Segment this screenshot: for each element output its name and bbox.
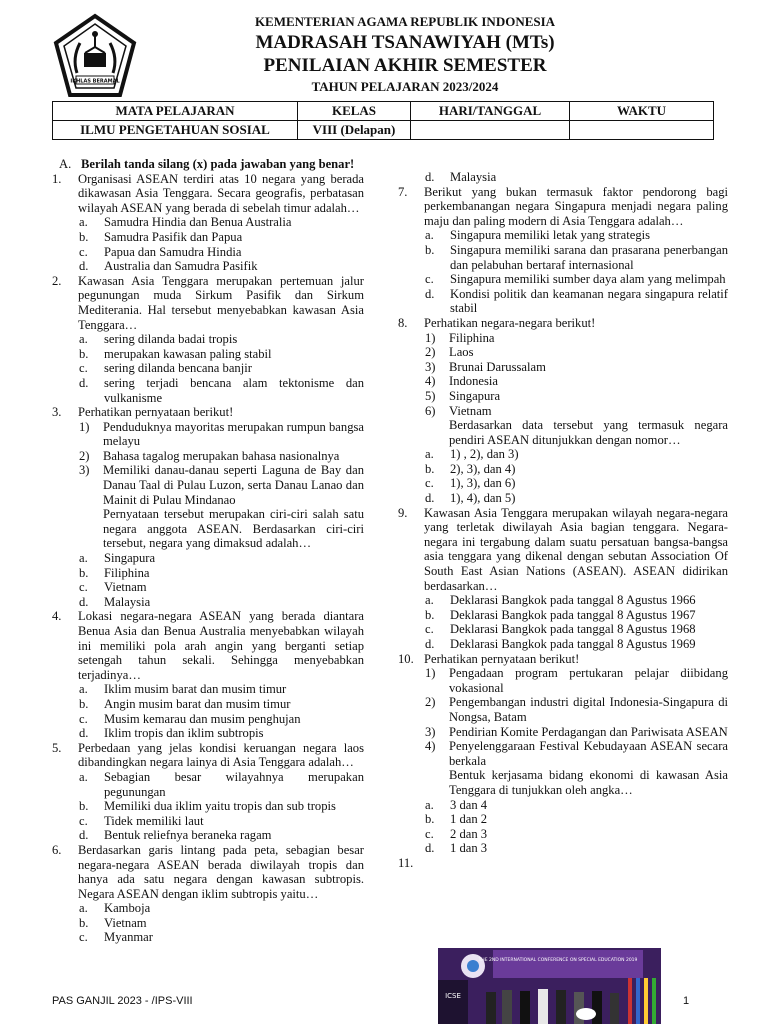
option-text: Myanmar [104, 930, 153, 945]
question-number: 10. [398, 651, 414, 666]
question-stem [398, 316, 728, 331]
answer-option[interactable] [425, 841, 728, 856]
option-letter: b. [79, 346, 89, 361]
question-stem [52, 405, 364, 420]
option-text: Samudra Pasifik dan Papua [104, 229, 243, 244]
answer-option[interactable] [79, 551, 364, 566]
statement-item [79, 463, 364, 507]
statement-item [425, 739, 728, 768]
question-1 [52, 172, 364, 274]
answer-option[interactable] [79, 828, 364, 843]
option-text: Vietnam [104, 915, 147, 930]
option-text: Angin musim barat dan musim timur [104, 696, 291, 711]
option-letter: d. [425, 841, 435, 856]
statement-text: Laos [449, 345, 474, 360]
option-text: Memiliki dua iklim yaitu tropis dan sub tropis [104, 799, 336, 814]
option-text: Musim kemarau dan musim penghujan [104, 711, 301, 726]
statement-number: 1) [425, 666, 436, 681]
option-text: Deklarasi Bangkok pada tanggal 8 Agustus 1968 [450, 622, 696, 637]
statement-number: 5) [425, 388, 436, 403]
kemenag-logo [52, 13, 138, 99]
option-letter: c. [79, 361, 88, 376]
answer-option[interactable] [425, 622, 728, 637]
statement-item [79, 420, 364, 449]
time-value [570, 121, 714, 140]
left-column [52, 157, 364, 945]
question-text: Berdasarkan garis lintang pada peta, sebagian besar negara-negara ASEAN berada diwilayah tropis dan hanya ada satu negara dengan kawasan subtropis. Negara ASEAN dengan iklim subtropis yaitu… [78, 842, 364, 901]
question-11 [398, 856, 728, 871]
option-text: Malaysia [450, 170, 497, 184]
info-value-row [53, 121, 714, 140]
option-letter: d. [425, 170, 435, 184]
question-text: Perhatikan negara-negara berikut! [424, 315, 596, 330]
question-number: 11. [398, 855, 414, 870]
question-stem [52, 741, 364, 770]
statement-text: Singapura [449, 388, 501, 403]
option-letter: b. [425, 812, 435, 827]
statement-item [425, 666, 728, 695]
exam-info-table [52, 101, 714, 140]
option-text: 1 dan 2 [450, 812, 488, 827]
answer-option[interactable] [79, 566, 364, 581]
statement-number: 2) [425, 345, 436, 360]
subject-header: MATA PELAJARAN [53, 102, 298, 121]
academic-year: TAHUN PELAJARAN 2023/2024 [311, 79, 499, 94]
statement-item [425, 389, 728, 404]
question-text: Kawasan Asia Tenggara merupakan wilayah negara-negara yang terletak diwilayah Asia bagian tenggara. Negara-negara ini tergabung dalam suatu persatuan bangsa-bangsa asia tenggara yang dikenal dengan sebutan Association Of South East Asian Nations (ASEAN). ASEAN didirikan berdasarkan… [424, 505, 728, 593]
question-3 [52, 405, 364, 609]
answer-option[interactable] [79, 332, 364, 347]
option-letter: b. [79, 799, 89, 814]
option-text: Deklarasi Bangkok pada tanggal 8 Agustus 1969 [450, 637, 696, 651]
option-text: sering terjadi bencana alam tektonisme dan vulkanisme [104, 375, 364, 405]
subject-value: ILMU PENGETAHUAN SOSIAL [53, 121, 298, 140]
question-stem [52, 843, 364, 901]
question-followup: Bentuk kerjasama bidang ekonomi di kawasan Asia Tenggara di tunjukkan oleh angka… [449, 768, 728, 797]
question-text: Perbedaan yang jelas kondisi keruangan negara laos dibandingkan negara lainya di Asia Tenggara adalah… [78, 740, 364, 770]
question-6-option-d[interactable] [425, 170, 728, 185]
question-stem [398, 185, 728, 229]
question-number: 9. [398, 505, 408, 520]
option-text: 3 dan 4 [450, 797, 488, 812]
option-letter: a. [79, 769, 88, 784]
statement-text: Penduduknya mayoritas merupakan rumpun bangsa melayu [103, 419, 364, 449]
answer-option[interactable] [79, 697, 364, 712]
option-text: Singapura [104, 551, 156, 566]
statement-item [425, 360, 728, 375]
option-letter: d. [425, 637, 435, 651]
school-title: MADRASAH TSANAWIYAH (MTs) [255, 32, 555, 53]
option-text: sering dilanda bencana banjir [104, 361, 252, 376]
footer-code: PAS GANJIL 2023 - /IPS-VIII [52, 995, 193, 1007]
option-letter: a. [79, 332, 88, 347]
option-text: 2), 3), dan 4) [450, 461, 516, 476]
question-number: 3. [52, 405, 62, 420]
option-text: Singapura memiliki letak yang strategis [450, 228, 651, 243]
option-text: Bentuk reliefnya beraneka ragam [104, 828, 272, 843]
option-letter: a. [79, 215, 88, 230]
option-letter: a. [425, 228, 434, 243]
statement-item [425, 725, 728, 740]
question-number: 4. [52, 609, 62, 624]
ministry-title: KEMENTERIAN AGAMA REPUBLIK INDONESIA [254, 14, 556, 29]
statement-text: Penyelenggaraan Festival Kebudayaan ASEAN secara berkala [449, 739, 728, 768]
answer-option[interactable] [425, 491, 728, 506]
question-number: 7. [398, 184, 408, 199]
answer-option[interactable] [79, 361, 364, 376]
answer-option[interactable] [79, 347, 364, 362]
option-text: 2 dan 3 [450, 826, 488, 841]
option-text: Papua dan Samudra Hindia [104, 244, 242, 259]
option-text: Kamboja [104, 901, 151, 916]
option-letter: b. [425, 242, 435, 257]
option-letter: c. [425, 826, 434, 841]
right-column [398, 170, 728, 871]
class-value: VIII (Delapan) [298, 121, 411, 140]
answer-option[interactable] [79, 799, 364, 814]
question-number: 6. [52, 842, 62, 857]
question-text: Perhatikan pernyataan berikut! [78, 405, 234, 420]
answer-option[interactable] [425, 447, 728, 462]
statement-item [425, 374, 728, 389]
option-text: Samudra Hindia dan Benua Australia [104, 215, 292, 230]
answer-option[interactable] [425, 272, 728, 287]
answer-option[interactable] [79, 245, 364, 260]
option-text: Australia dan Samudra Pasifik [104, 259, 258, 274]
option-letter: b. [79, 915, 89, 930]
statement-item [425, 404, 728, 419]
option-letter: a. [425, 593, 434, 608]
option-text: merupakan kawasan paling stabil [104, 346, 272, 361]
option-letter: d. [425, 286, 435, 301]
option-text: 1 dan 3 [450, 841, 488, 856]
statement-text: Indonesia [449, 374, 498, 389]
question-6 [52, 843, 364, 945]
info-header-row [53, 102, 714, 121]
question-5 [52, 741, 364, 843]
statement-item [425, 345, 728, 360]
option-text: Singapura memiliki sumber daya alam yang melimpah [450, 272, 726, 287]
answer-option[interactable] [425, 637, 728, 652]
answer-option[interactable] [79, 259, 364, 274]
question-9 [398, 506, 728, 652]
option-text: Iklim musim barat dan musim timur [104, 682, 287, 697]
question-stem [398, 506, 728, 594]
answer-option[interactable] [79, 682, 364, 697]
option-letter: c. [425, 622, 434, 637]
question-stem [52, 172, 364, 216]
option-letter: a. [425, 797, 434, 812]
question-10 [398, 652, 728, 856]
exam-title: PENILAIAN AKHIR SEMESTER [263, 55, 547, 76]
statement-text: Bahasa tagalog merupakan bahasa nasionalnya [103, 448, 340, 463]
question-2 [52, 274, 364, 405]
option-letter: a. [79, 682, 88, 697]
option-letter: c. [79, 711, 88, 726]
question-number: 8. [398, 315, 408, 330]
answer-option[interactable] [79, 916, 364, 931]
question-text: Perhatikan pernyataan berikut! [424, 651, 580, 666]
statement-number: 4) [425, 739, 436, 754]
option-text: Vietnam [104, 580, 147, 595]
statement-text: Pengembangan industri digital Indonesia-Singapura di Nongsa, Batam [449, 695, 728, 724]
statement-text: Pengadaan program pertukaran pelajar diibidang vokasional [449, 666, 728, 695]
statement-number: 3) [425, 724, 436, 739]
question-text: Kawasan Asia Tenggara merupakan pertemuan jalur pegunungan muda Sirkum Pasifik dan Sirkum Mediterania. Hal tersebut menyebabkan kawasan Asia Tenggara… [78, 273, 364, 332]
statement-text: Memiliki danau-danau seperti Laguna de Bay dan Danau Taal di Pulau Luzon, serta Danau Lanao dan Mainit di Pulau Mindanao [103, 463, 364, 507]
statement-item [425, 331, 728, 346]
date-header: HARI/TANGGAL [411, 102, 570, 121]
option-text: Tidek memiliki laut [104, 813, 204, 828]
statement-number: 3) [79, 463, 90, 478]
option-letter: d. [79, 375, 89, 390]
date-value [411, 121, 570, 140]
answer-option[interactable] [79, 712, 364, 727]
answer-option[interactable] [425, 608, 728, 623]
option-letter: d. [425, 491, 435, 506]
answer-option[interactable] [425, 287, 728, 316]
statement-number: 2) [425, 695, 436, 710]
statement-text: Filiphina [449, 330, 495, 345]
option-text: Singapura memiliki sarana dan prasarana penerbangan dan pelabuhan bertaraf internasional [450, 242, 728, 272]
answer-option[interactable] [79, 230, 364, 245]
question-8 [398, 316, 728, 506]
option-letter: b. [425, 607, 435, 622]
answer-option[interactable] [79, 215, 364, 230]
question-number: 2. [52, 273, 62, 288]
statement-number: 3) [425, 359, 436, 374]
option-letter: b. [79, 696, 89, 711]
answer-option[interactable] [79, 814, 364, 829]
answer-option[interactable] [79, 580, 364, 595]
option-text: 1), 4), dan 5) [450, 491, 516, 506]
answer-option[interactable] [425, 798, 728, 813]
logo-motto: IKHLAS BERAMAL [70, 78, 120, 85]
option-letter: b. [425, 461, 435, 476]
option-letter: c. [79, 244, 88, 259]
answer-option[interactable] [425, 812, 728, 827]
question-number: 1. [52, 171, 62, 186]
option-letter: b. [79, 565, 89, 580]
section-letter: A. [59, 157, 72, 171]
instruction [59, 157, 364, 172]
page-number: 1 [683, 995, 690, 1007]
statement-number: 1) [425, 330, 436, 345]
option-text: 1) , 2), dan 3) [450, 447, 519, 462]
option-letter: b. [79, 229, 89, 244]
option-letter: d. [79, 726, 89, 741]
option-text: Deklarasi Bangkok pada tanggal 8 Agustus 1967 [450, 607, 696, 622]
answer-option[interactable] [425, 827, 728, 842]
time-header: WAKTU [570, 102, 714, 121]
question-followup: Pernyataan tersebut merupakan ciri-ciri salah satu negara anggota ASEAN. Berdasarkan ciri-ciri tersebut, negara yang dimaksud adalah… [103, 507, 364, 551]
answer-option[interactable] [425, 243, 728, 272]
option-letter: a. [79, 901, 88, 916]
option-letter: c. [425, 272, 434, 287]
photo-stage-text: ICSE [445, 992, 461, 1000]
option-text: 1), 3), dan 6) [450, 476, 516, 491]
answer-option[interactable] [425, 593, 728, 608]
option-text: Iklim tropis dan iklim subtropis [104, 726, 264, 741]
question-stem [52, 274, 364, 332]
question-4 [52, 609, 364, 740]
question-stem [52, 609, 364, 682]
question-stem [398, 652, 728, 667]
option-text: sering dilanda badai tropis [104, 332, 238, 347]
option-letter: a. [79, 551, 88, 566]
option-letter: c. [425, 476, 434, 491]
answer-option[interactable] [425, 476, 728, 491]
question-number: 5. [52, 740, 62, 755]
answer-option[interactable] [79, 930, 364, 945]
option-letter: c. [79, 580, 88, 595]
answer-option[interactable] [425, 228, 728, 243]
answer-option[interactable] [79, 726, 364, 741]
answer-option[interactable] [79, 595, 364, 610]
option-text: Kondisi politik dan keamanan negara singapura relatif stabil [450, 286, 728, 316]
statement-text: Brunai Darussalam [449, 359, 546, 374]
statement-number: 6) [425, 403, 436, 418]
photo-banner-text: THE 2ND INTERNATIONAL CONFERENCE ON SPECIAL EDUCATION 2019 [478, 958, 638, 963]
option-letter: c. [79, 930, 88, 945]
answer-option[interactable] [79, 376, 364, 405]
conference-photo [438, 948, 661, 1024]
option-letter: a. [425, 447, 434, 462]
instruction-text: Berilah tanda silang (x) pada jawaban yang benar! [81, 157, 355, 171]
statement-text: Pendirian Komite Perdagangan dan Pariwisata ASEAN [449, 724, 728, 739]
option-letter: d. [79, 828, 89, 843]
option-letter: d. [79, 259, 89, 274]
question-text: Organisasi ASEAN terdiri atas 10 negara yang berada dikawasan Asia Tenggara. Secara geografis, perbatasan wilayah ASEAN yang berada di sebelah timur adalah… [78, 171, 364, 215]
question-7 [398, 185, 728, 316]
option-letter: c. [79, 813, 88, 828]
question-text: Lokasi negara-negara ASEAN yang berada diantara Benua Asia dan Benua Australia menyebabkan wilayah ini memiliki pola arah angin yang berganti setiap setengah tahun sekali. Sehingga menyebabkan terjadinya… [78, 609, 364, 682]
answer-option[interactable] [425, 462, 728, 477]
statement-number: 1) [79, 419, 90, 434]
statement-item [79, 449, 364, 464]
option-text: Filiphina [104, 565, 150, 580]
answer-option[interactable] [79, 770, 364, 799]
class-header: KELAS [298, 102, 411, 121]
option-text: Deklarasi Bangkok pada tanggal 8 Agustus 1966 [450, 593, 696, 608]
question-text: Berikut yang bukan termasuk faktor pendorong bagi perkembanangan negara Singapura menjadi negara paling maju dan paling modern di Asia Tenggara adalah… [424, 184, 728, 228]
option-text: Sebagian besar wilayahnya merupakan pegunungan [104, 769, 364, 799]
statement-number: 2) [79, 448, 90, 463]
question-followup: Berdasarkan data tersebut yang termasuk negara pendiri ASEAN ditunjukkan dengan nomor… [449, 418, 728, 447]
statement-number: 4) [425, 374, 436, 389]
answer-option[interactable] [79, 901, 364, 916]
statement-text: Vietnam [449, 403, 492, 418]
option-letter: d. [79, 594, 89, 609]
statement-item [425, 695, 728, 724]
option-text: Malaysia [104, 594, 151, 609]
